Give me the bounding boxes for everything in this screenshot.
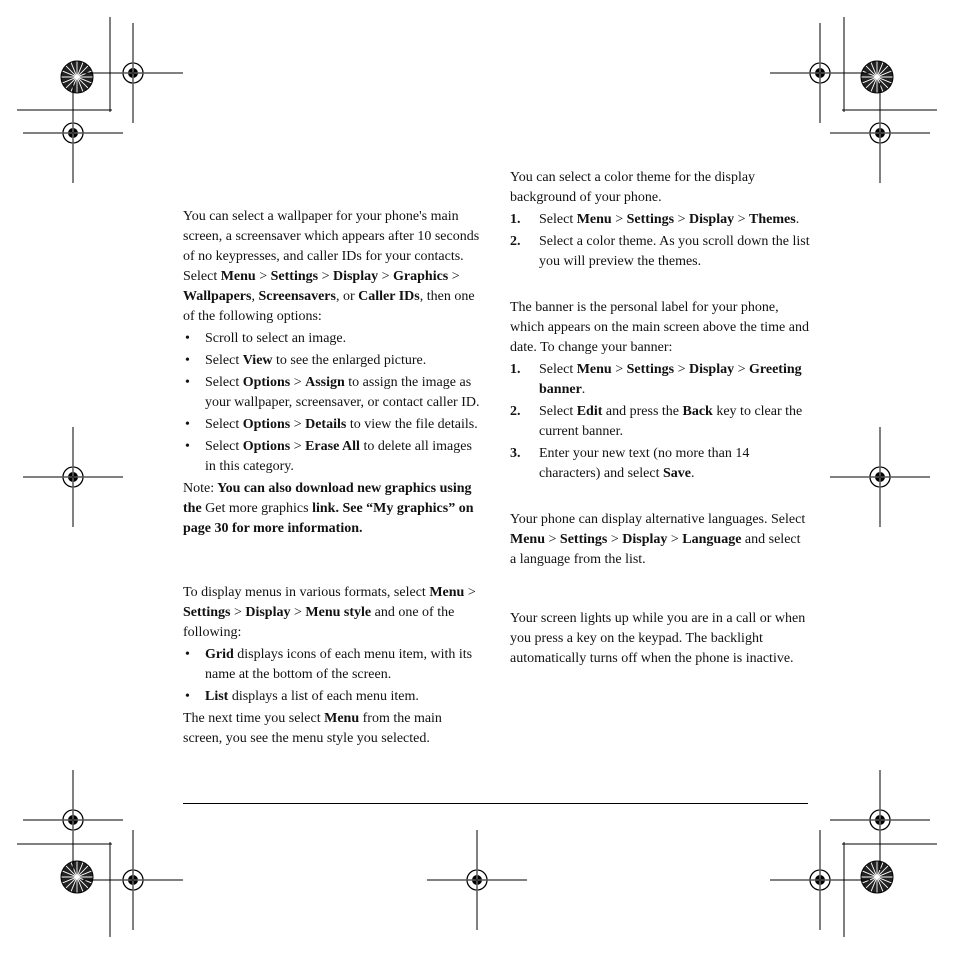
text-run: Select a color theme. As you scroll down the list you will preview the themes. bbox=[539, 234, 810, 269]
text-run: to assign the image as your wallpaper, screensaver, or contact caller ID. bbox=[205, 375, 480, 410]
step-item bbox=[510, 210, 810, 230]
step-item bbox=[510, 444, 810, 484]
ui-term: Options bbox=[242, 417, 291, 432]
backlight-intro bbox=[510, 609, 810, 669]
ui-term: Back bbox=[682, 404, 713, 419]
ui-term: Screensavers bbox=[258, 289, 336, 304]
step-number: 3. bbox=[510, 446, 521, 461]
text-run: Note: bbox=[183, 481, 215, 496]
ui-term: Menu bbox=[576, 212, 612, 227]
text-run: , bbox=[251, 289, 259, 304]
text-run: You can select a wallpaper for your phone's main screen, a screensaver which appears after 10 seconds of no keypresses, and caller IDs for your contacts. Select bbox=[183, 209, 480, 284]
theme-steps bbox=[510, 210, 810, 272]
step-item bbox=[510, 402, 810, 442]
text-run: Enter your new text (no more than 14 characters) and select bbox=[539, 446, 750, 481]
step-number: 2. bbox=[510, 234, 521, 249]
text-run: Select bbox=[205, 417, 243, 432]
text-run: Select bbox=[205, 439, 243, 454]
text-run: > bbox=[545, 532, 560, 547]
text-run: > bbox=[290, 439, 306, 454]
ui-term: Display bbox=[332, 269, 379, 284]
text-run: > bbox=[290, 605, 306, 620]
text-run: displays icons of each menu item, with its name at the bottom of the screen. bbox=[205, 647, 473, 682]
text-run: Select bbox=[205, 353, 243, 368]
menu-style-outro bbox=[183, 709, 483, 749]
list-item bbox=[183, 415, 483, 435]
list-item bbox=[183, 645, 483, 685]
text-run: > bbox=[674, 362, 689, 377]
text-run: > bbox=[734, 362, 750, 377]
text-run: and one of the following: bbox=[183, 605, 455, 640]
text-run: You can select a color theme for the display background of your phone. bbox=[510, 170, 756, 205]
ui-term: Edit bbox=[576, 404, 603, 419]
ui-term: Erase All bbox=[305, 439, 360, 454]
ui-term: Menu bbox=[220, 269, 256, 284]
ui-term: Graphics bbox=[393, 269, 449, 284]
ui-term: Settings bbox=[183, 605, 231, 620]
text-run: to view the file details. bbox=[346, 417, 478, 432]
ui-term: You can also download new graphics using the bbox=[183, 481, 472, 516]
ui-term: View bbox=[242, 353, 273, 368]
graphics-note bbox=[183, 479, 483, 539]
text-run: > bbox=[378, 269, 394, 284]
text-run: > bbox=[734, 212, 750, 227]
ui-term: Details bbox=[305, 417, 347, 432]
text-run: > bbox=[290, 375, 306, 390]
ui-term: Menu bbox=[324, 711, 360, 726]
ui-term: Greeting banner bbox=[539, 362, 802, 397]
text-run: displays a list of each menu item. bbox=[228, 689, 419, 704]
banner-steps bbox=[510, 360, 810, 484]
ui-term: Language bbox=[682, 532, 742, 547]
text-run: > bbox=[290, 417, 306, 432]
ui-term: Settings bbox=[559, 532, 608, 547]
text-run: and press the bbox=[602, 404, 683, 419]
step-number: 1. bbox=[510, 212, 521, 227]
text-run: Select bbox=[539, 404, 577, 419]
ui-term: Options bbox=[242, 439, 291, 454]
text-run: to see the enlarged picture. bbox=[272, 353, 427, 368]
text-run: , or bbox=[335, 289, 359, 304]
text-run: The next time you select bbox=[183, 711, 325, 726]
ui-term: Display bbox=[688, 212, 735, 227]
ui-term: Menu bbox=[576, 362, 612, 377]
text-run: key to clear the current banner. bbox=[539, 404, 803, 439]
list-item bbox=[183, 687, 483, 707]
ui-term: Display bbox=[245, 605, 291, 620]
wallpaper-intro bbox=[183, 207, 483, 327]
list-item bbox=[183, 329, 483, 349]
text-run: Select bbox=[539, 212, 577, 227]
theme-intro bbox=[510, 168, 810, 208]
text-run: > bbox=[611, 362, 627, 377]
text-run: > bbox=[611, 212, 627, 227]
list-item bbox=[183, 437, 483, 477]
text-run: . bbox=[581, 382, 586, 397]
ui-term: Save bbox=[662, 466, 691, 481]
step-item bbox=[510, 360, 810, 400]
text-run: > bbox=[607, 532, 623, 547]
ui-term: Themes bbox=[749, 212, 796, 227]
ui-term: Options bbox=[242, 375, 291, 390]
text-run: Get more graphics bbox=[205, 501, 309, 516]
text-run: > bbox=[230, 605, 246, 620]
ui-term: Settings bbox=[626, 362, 675, 377]
text-run: The banner is the personal label for your phone, which appears on the main screen above the time and date. To change your banner: bbox=[510, 300, 809, 355]
step-number: 1. bbox=[510, 362, 521, 377]
step-number: 2. bbox=[510, 404, 521, 419]
footer-rule bbox=[183, 803, 808, 804]
ui-term: Menu style bbox=[305, 605, 372, 620]
text-run: to delete all images in this category. bbox=[205, 439, 472, 474]
ui-term: link. See “My graphics” on page 30 for more information. bbox=[183, 501, 474, 536]
text-run: . bbox=[795, 212, 800, 227]
text-run: from the main screen, you see the menu style you selected. bbox=[183, 711, 442, 746]
wallpaper-options-list bbox=[183, 329, 483, 477]
menu-style-intro bbox=[183, 583, 483, 643]
text-run: Select bbox=[539, 362, 577, 377]
ui-term: Display bbox=[622, 532, 668, 547]
text-run: , then one of the following options: bbox=[183, 289, 475, 324]
text-run: Your screen lights up while you are in a call or when you press a key on the keypad. The backlight automatically turns off when the phone is inactive. bbox=[510, 611, 806, 666]
text-run: and select a language from the list. bbox=[510, 532, 801, 567]
ui-term: Grid bbox=[205, 647, 234, 662]
text-run: Select bbox=[205, 375, 243, 390]
step-item bbox=[510, 232, 810, 272]
list-item bbox=[183, 351, 483, 371]
text-run: Your phone can display alternative languages. Select bbox=[510, 512, 806, 527]
text-run: To display menus in various formats, select bbox=[183, 585, 430, 600]
text-run: > bbox=[448, 269, 460, 284]
language-intro bbox=[510, 510, 810, 570]
text-run: . bbox=[690, 466, 695, 481]
ui-term: Menu bbox=[510, 532, 545, 547]
text-run: > bbox=[255, 269, 271, 284]
text-run: > bbox=[464, 585, 476, 600]
text-run: > bbox=[667, 532, 683, 547]
ui-term: Wallpapers bbox=[183, 289, 252, 304]
banner-intro bbox=[510, 298, 810, 358]
ui-term: Display bbox=[688, 362, 735, 377]
left-column bbox=[183, 207, 483, 749]
ui-term: Settings bbox=[626, 212, 675, 227]
ui-term: Menu bbox=[429, 585, 465, 600]
text-run: Scroll to select an image. bbox=[205, 331, 347, 346]
list-item bbox=[183, 373, 483, 413]
ui-term: Caller IDs bbox=[358, 289, 420, 304]
text-run: > bbox=[318, 269, 333, 284]
ui-term: Settings bbox=[270, 269, 319, 284]
menu-style-options-list bbox=[183, 645, 483, 707]
text-run: > bbox=[674, 212, 689, 227]
ui-term: Assign bbox=[305, 375, 345, 390]
right-column bbox=[510, 168, 810, 669]
ui-term: List bbox=[205, 689, 229, 704]
